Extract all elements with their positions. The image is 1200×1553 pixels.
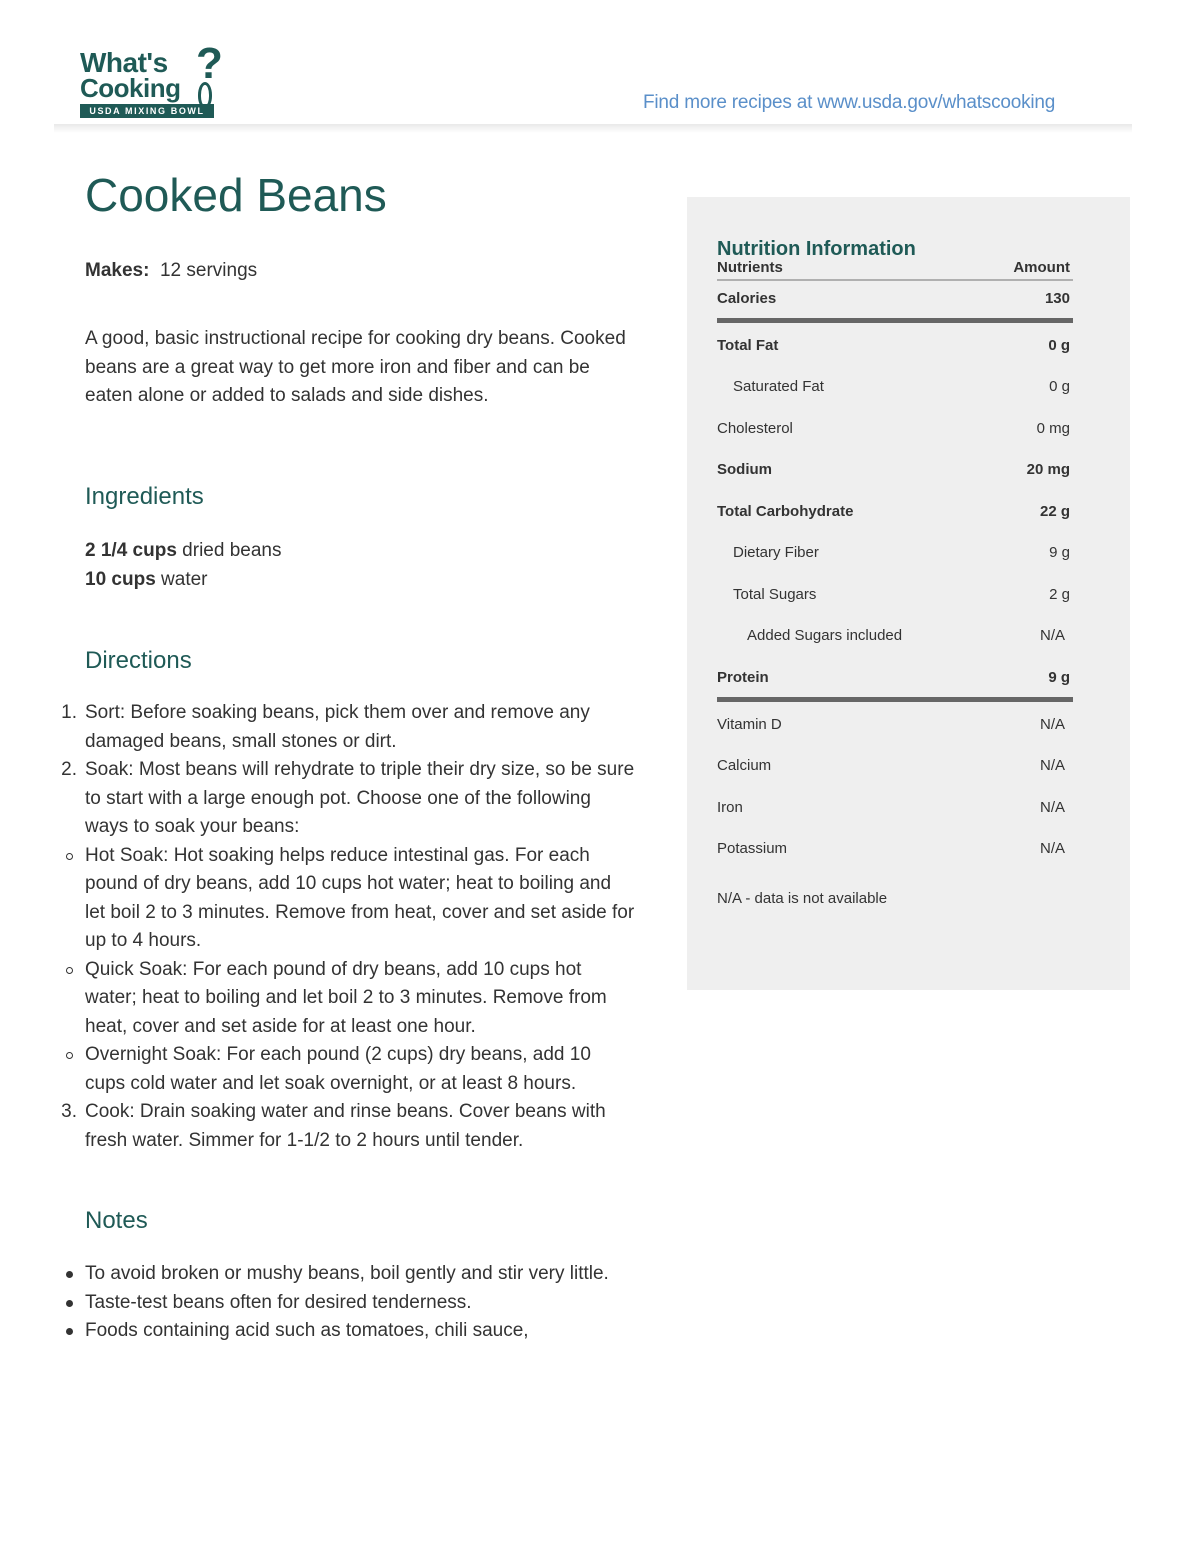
step-number: 2.: [61, 759, 77, 780]
nutrient-value: 20 mg: [1026, 461, 1070, 478]
logo-line2: Cooking: [80, 73, 181, 103]
note-item: [55, 1260, 635, 1289]
nutrient-name: Total Fat: [717, 337, 779, 354]
nutrient-value: N/A: [1039, 627, 1065, 644]
note-item: [55, 1289, 635, 1318]
nutrition-title: Nutrition Information: [717, 238, 916, 260]
ingredient-qty: 10 cups: [85, 568, 156, 590]
nutrition-row-protein: [717, 668, 1073, 688]
na-footnote: N/A - data is not available: [717, 890, 888, 907]
soak-option: [55, 842, 635, 956]
ingredient-name: dried beans: [182, 540, 282, 561]
notes-list: [55, 1260, 635, 1346]
nutrient-name: Saturated Fat: [733, 378, 824, 395]
nutrition-row-vitamin-d: [717, 715, 1073, 735]
ingredients-heading: Ingredients: [85, 483, 204, 510]
direction-step: [55, 756, 635, 842]
nutrient-name: Calories: [717, 290, 777, 307]
nutrient-value: 0 mg: [1036, 420, 1070, 437]
note-text: Taste-test beans often for desired tenderness.: [85, 1291, 472, 1313]
nutrition-panel: [687, 197, 1130, 990]
bullet-icon: [66, 1300, 73, 1307]
nutrient-name: Vitamin D: [717, 716, 782, 733]
nutrition-column-headers: [717, 259, 1073, 277]
nutrition-row-iron: [717, 798, 1073, 818]
note-item: [55, 1317, 635, 1346]
nutrient-name: Iron: [717, 799, 743, 816]
soak-option: [55, 956, 635, 1042]
bullet-icon: [66, 1271, 73, 1278]
whats-cooking-logo[interactable]: [80, 39, 223, 120]
soak-option-text: Hot Soak: Hot soaking helps reduce intestinal gas. For each pound of dry beans, add 10 cups hot water; heat to boiling and let boil 2 to 3 minutes. Remove from heat, cover and set aside for up to 4 hours.: [85, 844, 635, 951]
nutrient-name: Cholesterol: [717, 420, 793, 437]
nutrient-value: N/A: [1039, 799, 1065, 816]
circle-bullet-icon: [66, 853, 73, 860]
nutrition-row-total-fat: [717, 336, 1073, 356]
nutrient-name: Dietary Fiber: [733, 544, 819, 561]
header-divider: [54, 124, 1132, 133]
step-number: 1.: [61, 702, 77, 723]
nutrition-row-added-sugars: [717, 626, 1073, 646]
nutrition-row-saturated-fat: [717, 377, 1073, 397]
direction-step: [55, 1098, 635, 1155]
step-text: Cook: Drain soaking water and rinse beans. Cover beans with fresh water. Simmer for 1-1/2 to 2 hours until tender.: [85, 1101, 606, 1151]
nutrition-row-total-carbohydrate: [717, 502, 1073, 522]
ingredient-name: water: [161, 568, 208, 590]
nutrition-row-dietary-fiber: [717, 543, 1073, 563]
makes-label: Makes:: [85, 260, 150, 281]
direction-step: [55, 699, 635, 756]
find-more-recipes-link[interactable]: Find more recipes at www.usda.gov/whatscooking: [643, 92, 1056, 113]
logo-tagline: USDA MIXING BOWL: [80, 104, 214, 118]
recipe-intro: A good, basic instructional recipe for cooking dry beans. Cooked beans are a great way to get more iron and fiber and can be eaten alone or added to salads and side dishes.: [85, 328, 626, 406]
nutrient-value: 2 g: [1049, 586, 1070, 603]
protein-rule: [717, 697, 1073, 702]
bullet-icon: [66, 1328, 73, 1335]
amount-column-header: Amount: [1013, 259, 1070, 276]
nutrient-value: 0 g: [1049, 378, 1070, 395]
nutrient-name: Added Sugars included: [747, 627, 903, 644]
circle-bullet-icon: [66, 1052, 73, 1059]
nutrient-name: Protein: [717, 669, 769, 686]
nutrition-row-total-sugars: [717, 585, 1073, 605]
logo-line1: What's: [80, 47, 168, 78]
recipe-title: Cooked Beans: [85, 169, 387, 221]
nutrition-row-calcium: [717, 756, 1073, 776]
header-rule: [717, 279, 1073, 281]
directions-list: [55, 699, 635, 1155]
nutrient-name: Total Carbohydrate: [717, 503, 854, 520]
ingredient-item: [85, 537, 281, 566]
makes-value: 12 servings: [159, 260, 258, 281]
step-text: Sort: Before soaking beans, pick them over and remove any damaged beans, small stones or dirt.: [85, 702, 590, 752]
nutrient-value: 0 g: [1048, 337, 1070, 354]
nutrient-name: Potassium: [717, 840, 788, 857]
soak-option: [55, 1041, 635, 1098]
nutrition-row-sodium: [717, 460, 1073, 480]
nutrients-column-header: Nutrients: [717, 259, 783, 276]
nutrition-row-calories: [717, 289, 1073, 309]
ingredient-item: [85, 566, 281, 595]
note-text: To avoid broken or mushy beans, boil gently and stir very little.: [85, 1263, 609, 1284]
servings-line: [85, 259, 257, 283]
nutrient-value: N/A: [1039, 840, 1065, 857]
note-text: Foods containing acid such as tomatoes, chili sauce,: [85, 1320, 529, 1341]
ingredient-qty: 2 1/4 cups: [85, 540, 177, 561]
nutrient-value: 9 g: [1049, 544, 1070, 561]
circle-bullet-icon: [66, 967, 73, 974]
soak-option-text: Quick Soak: For each pound of dry beans, add 10 cups hot water; heat to boiling and let boil 2 to 3 minutes. Remove from heat, cover and set aside for at least one hour.: [85, 958, 607, 1037]
nutrient-value: 130: [1044, 290, 1070, 307]
nutrient-value: N/A: [1039, 716, 1065, 733]
nutrition-row-potassium: [717, 839, 1073, 859]
calories-rule: [717, 318, 1073, 323]
nutrient-value: 22 g: [1039, 503, 1070, 520]
logo-question-mark: ?: [196, 39, 223, 88]
nutrient-name: Total Sugars: [733, 586, 817, 603]
step-number: 3.: [61, 1101, 77, 1122]
nutrient-value: N/A: [1039, 757, 1065, 774]
soak-option-text: Overnight Soak: For each pound (2 cups) dry beans, add 10 cups cold water and let soak overnight, or at least 8 hours.: [85, 1044, 591, 1094]
nutrient-name: Sodium: [717, 461, 772, 478]
nutrition-row-cholesterol: [717, 419, 1073, 439]
ingredients-list: [85, 537, 281, 594]
nutrient-name: Calcium: [717, 757, 772, 774]
nutrient-value: 9 g: [1048, 669, 1070, 686]
notes-heading: Notes: [85, 1207, 148, 1234]
step-text: Soak: Most beans will rehydrate to triple their dry size, so be sure to start with a large enough pot. Choose one of the following ways to soak your beans:: [85, 759, 635, 837]
directions-heading: Directions: [85, 647, 192, 674]
